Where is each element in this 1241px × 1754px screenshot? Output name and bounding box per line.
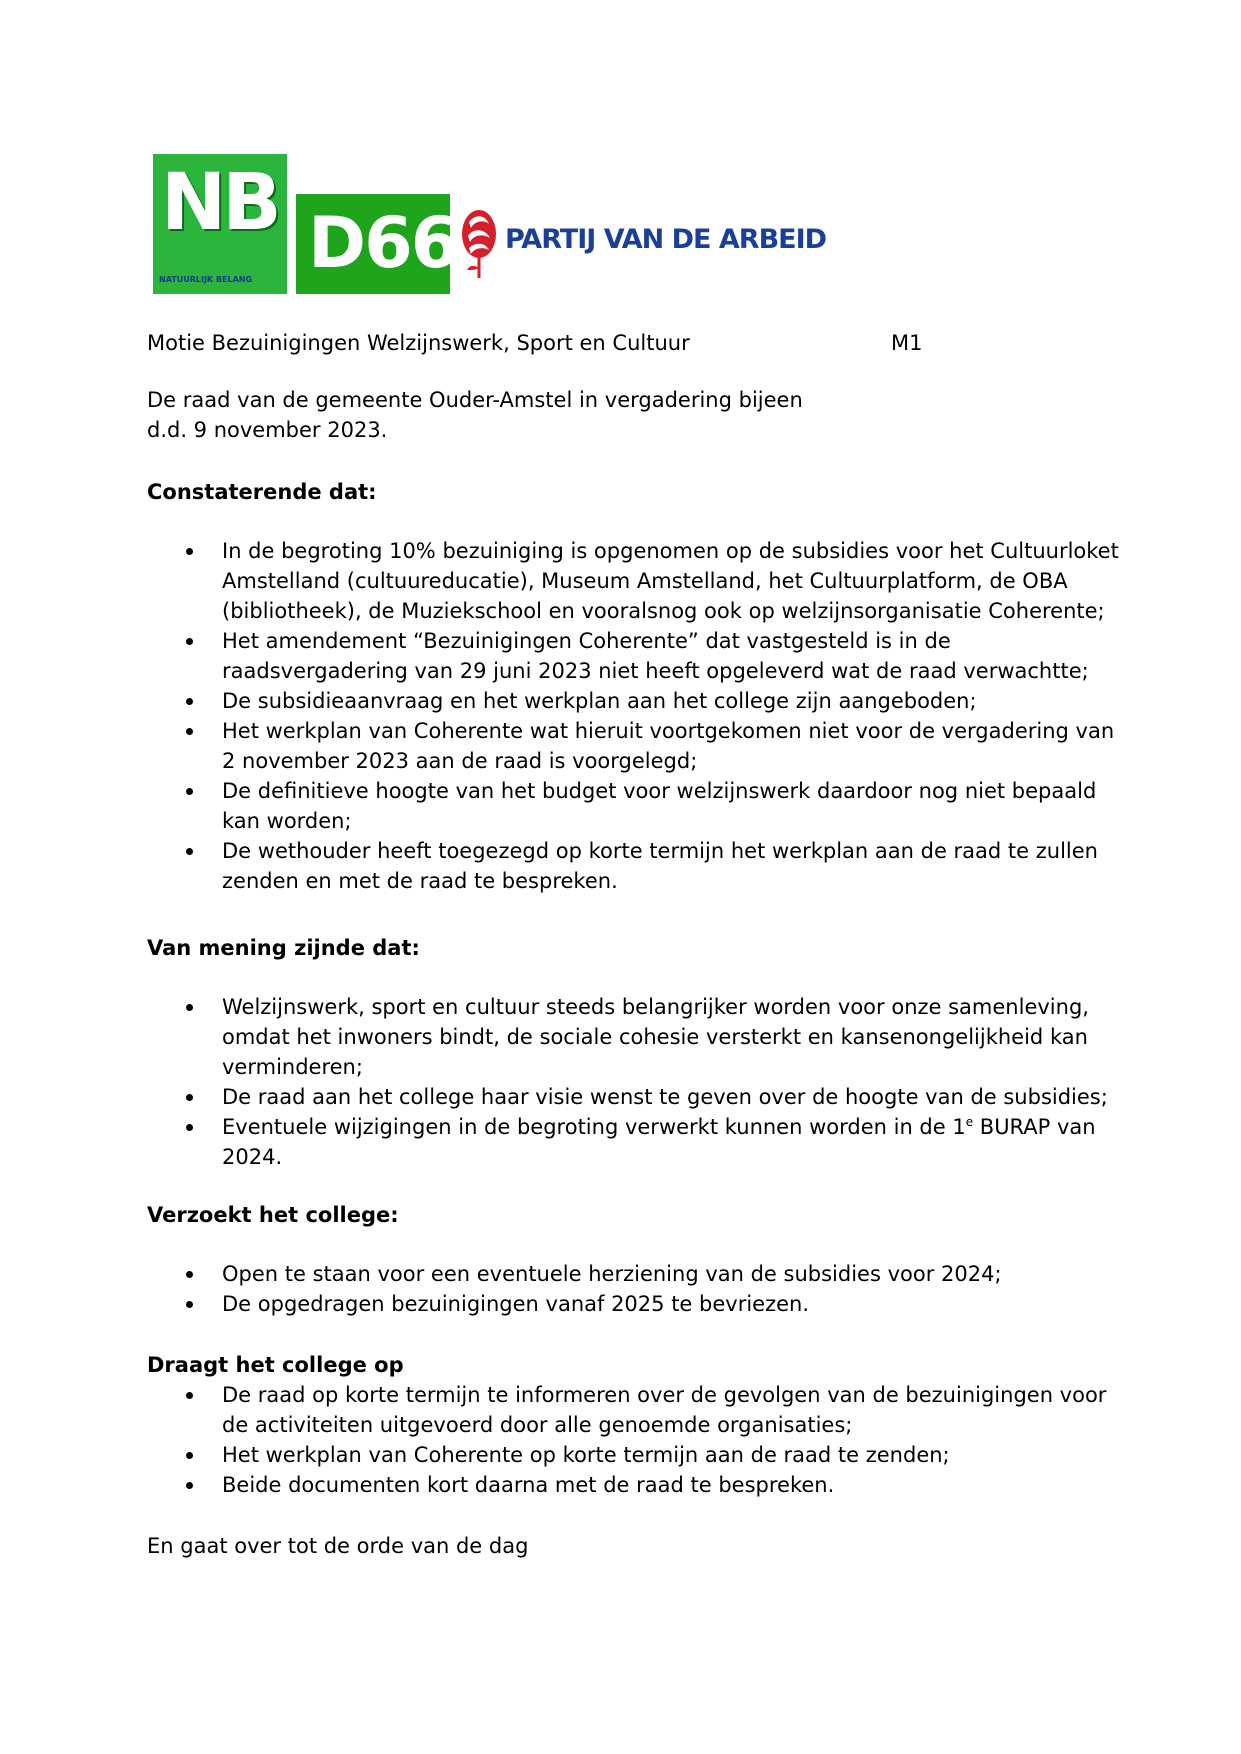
list-item	[180, 626, 1100, 686]
list-item	[180, 836, 1100, 896]
pvda-logo-text: PARTIJ VAN DE ARBEID	[505, 224, 827, 255]
list-item	[180, 1259, 1100, 1289]
intro-line-1: De raad van de gemeente Ouder-Amstel in vergadering bijeen	[147, 388, 803, 412]
item-line: Het werkplan van Coherente wat hieruit voortgekomen niet voor de vergadering van	[222, 719, 1115, 743]
item-line: Het amendement “Bezuinigingen Coherente” dat vastgesteld is in de	[222, 629, 951, 653]
draagt-list	[180, 1380, 1107, 1500]
nb-logo-text: NB	[161, 158, 278, 248]
list-item	[180, 1112, 1100, 1172]
item-line: Open te staan voor een eventuele herziening van de subsidies voor 2024;	[222, 1262, 1002, 1286]
motion-title-row	[147, 328, 947, 358]
rose-icon	[459, 204, 499, 280]
list-item	[180, 1380, 1107, 1440]
section-heading-van-mening: Van mening zijnde dat:	[147, 936, 420, 960]
item-line: zenden en met de raad te bespreken.	[222, 869, 618, 893]
section-heading-draagt: Draagt het college op	[147, 1353, 404, 1377]
item-line: 2024.	[222, 1145, 283, 1169]
constaterende-list	[180, 536, 1119, 896]
list-item	[180, 536, 1119, 626]
item-line: (bibliotheek), de Muziekschool en vooralsnog ook op welzijnsorganisatie Coherente;	[222, 599, 1105, 623]
item-line	[222, 1112, 1100, 1142]
item-line: verminderen;	[222, 1055, 363, 1079]
d66-logo	[296, 194, 458, 294]
list-item	[180, 992, 1100, 1082]
list-item	[180, 1440, 1100, 1470]
list-item	[180, 716, 1115, 776]
item-line: De wethouder heeft toegezegd op korte termijn het werkplan aan de raad te zullen	[222, 839, 1098, 863]
d66-logo-text: D66	[308, 202, 458, 284]
item-line: De raad op korte termijn te informeren over de gevolgen van de bezuinigingen voor	[222, 1383, 1107, 1407]
motion-code: M1	[891, 331, 923, 355]
item-line: Welzijnswerk, sport en cultuur steeds belangrijker worden voor onze samenleving,	[222, 995, 1089, 1019]
section-heading-verzoekt: Verzoekt het college:	[147, 1203, 399, 1227]
list-item	[180, 1470, 1100, 1500]
item-line: Het werkplan van Coherente op korte termijn aan de raad te zenden;	[222, 1443, 950, 1467]
item-line: De definitieve hoogte van het budget voor welzijnswerk daardoor nog niet bepaald	[222, 779, 1097, 803]
item-line: De opgedragen bezuinigingen vanaf 2025 te bevriezen.	[222, 1292, 810, 1316]
item-line: In de begroting 10% bezuiniging is opgenomen op de subsidies voor het Cultuurloket	[222, 539, 1119, 563]
item-line: De subsidieaanvraag en het werkplan aan het college zijn aangeboden;	[222, 689, 977, 713]
item-line: Amstelland (cultuureducatie), Museum Amstelland, het Cultuurplatform, de OBA	[222, 569, 1068, 593]
item-line: omdat het inwoners bindt, de sociale cohesie versterkt en kansenongelijkheid kan	[222, 1025, 1088, 1049]
item-line: 2 november 2023 aan de raad is voorgelegd;	[222, 749, 698, 773]
nb-logo-subtext: NATUURLIJK BELANG	[159, 275, 253, 284]
section-heading-constaterende: Constaterende dat:	[147, 480, 377, 504]
item-line: raadsvergadering van 29 juni 2023 niet heeft opgeleverd wat de raad verwachtte;	[222, 659, 1089, 683]
item-text: BURAP van	[973, 1115, 1096, 1139]
item-line: de activiteiten uitgevoerd door alle genoemde organisaties;	[222, 1413, 853, 1437]
intro-line-2: d.d. 9 november 2023.	[147, 418, 388, 442]
item-text: Eventuele wijzigingen in de begroting verwerkt kunnen worden in de 1	[222, 1115, 966, 1139]
list-item	[180, 1082, 1108, 1112]
verzoekt-list	[180, 1259, 1100, 1319]
item-line: De raad aan het college haar visie wenst te geven over de hoogte van de subsidies;	[222, 1085, 1108, 1109]
list-item	[180, 686, 1100, 716]
list-item	[180, 776, 1100, 836]
natuurlijk-belang-logo	[153, 154, 287, 294]
party-logos	[153, 154, 827, 294]
van-mening-list	[180, 992, 1108, 1172]
item-line: kan worden;	[222, 809, 352, 833]
item-line: Beide documenten kort daarna met de raad te bespreken.	[222, 1473, 835, 1497]
pvda-logo	[459, 204, 827, 284]
superscript: e	[965, 1115, 974, 1129]
closing-line: En gaat over tot de orde van de dag	[147, 1534, 529, 1558]
motion-title: Motie Bezuinigingen Welzijnswerk, Sport en Cultuur	[147, 331, 690, 355]
list-item	[180, 1289, 1100, 1319]
